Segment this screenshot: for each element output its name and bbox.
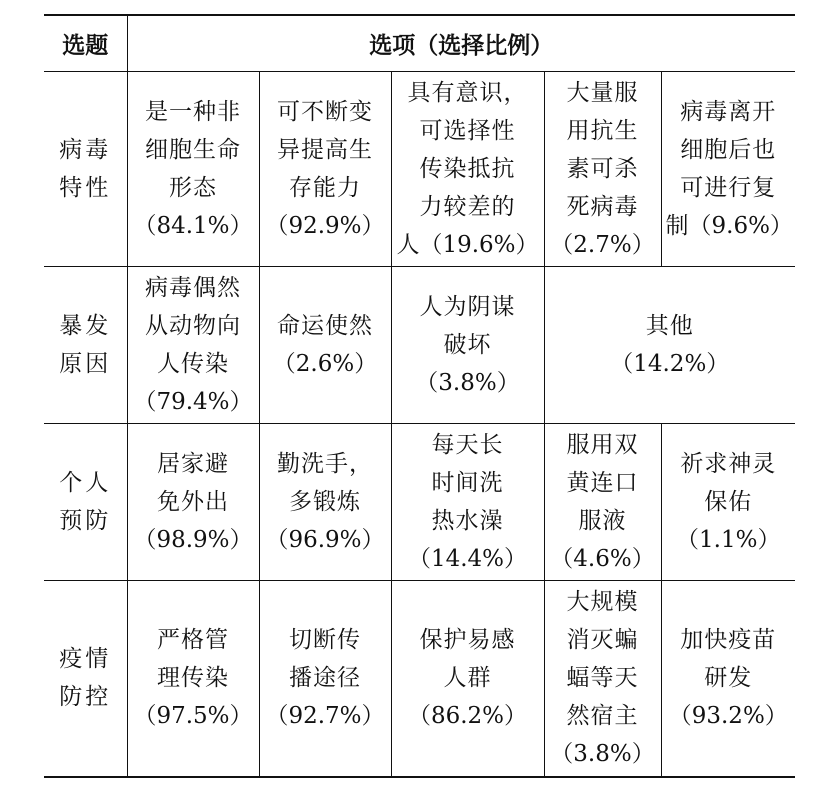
option-cell: 每天长 时间洗 热水澡 （14.4%） bbox=[391, 423, 544, 580]
option-cell: 勤洗手， 多锻炼 （96.9%） bbox=[259, 423, 391, 580]
header-topic: 选题 bbox=[44, 15, 127, 71]
option-cell: 可不断变 异提高生 存能力 （92.9%） bbox=[259, 71, 391, 266]
header-options: 选项（选择比例） bbox=[127, 15, 795, 71]
option-cell: 人为阴谋 破坏 （3.8%） bbox=[391, 266, 544, 423]
option-cell: 命运使然 （2.6%） bbox=[259, 266, 391, 423]
option-cell: 病毒离开 细胞后也 可进行复 制（9.6%） bbox=[661, 71, 795, 266]
option-cell: 大规模 消灭蝙 蝠等天 然宿主 （3.8%） bbox=[544, 580, 661, 777]
table-row-personal-prevention bbox=[44, 423, 795, 580]
option-cell: 加快疫苗 研发 （93.2%） bbox=[661, 580, 795, 777]
option-cell: 大量服 用抗生 素可杀 死病毒 （2.7%） bbox=[544, 71, 661, 266]
option-cell: 具有意识， 可选择性 传染抵抗 力较差的 人（19.6%） bbox=[391, 71, 544, 266]
option-cell: 是一种非 细胞生命 形态 （84.1%） bbox=[127, 71, 259, 266]
option-cell: 保护易感 人群 （86.2%） bbox=[391, 580, 544, 777]
table-row-outbreak-causes bbox=[44, 266, 795, 423]
option-cell: 病毒偶然 从动物向 人传染 （79.4%） bbox=[127, 266, 259, 423]
option-cell: 祈求神灵 保佑 （1.1%） bbox=[661, 423, 795, 580]
row-label: 个人 预防 bbox=[44, 423, 127, 580]
row-label: 暴发 原因 bbox=[44, 266, 127, 423]
survey-table bbox=[44, 14, 795, 778]
survey-table-container bbox=[44, 14, 795, 778]
row-label: 疫情 防控 bbox=[44, 580, 127, 777]
option-cell: 严格管 理传染 （97.5%） bbox=[127, 580, 259, 777]
option-cell: 居家避 免外出 （98.9%） bbox=[127, 423, 259, 580]
option-cell-other: 其他 （14.2%） bbox=[544, 266, 795, 423]
option-cell: 切断传 播途径 （92.7%） bbox=[259, 580, 391, 777]
option-cell: 服用双 黄连口 服液 （4.6%） bbox=[544, 423, 661, 580]
header-row bbox=[44, 15, 795, 71]
row-label: 病毒 特性 bbox=[44, 71, 127, 266]
table-row-virus-traits bbox=[44, 71, 795, 266]
table-row-epidemic-control bbox=[44, 580, 795, 777]
